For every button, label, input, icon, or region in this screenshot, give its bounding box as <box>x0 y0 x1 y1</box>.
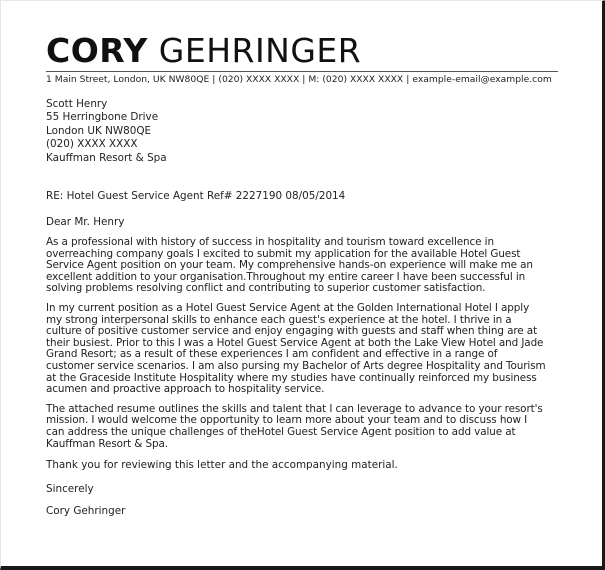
recipient-street: 55 Herringbone Drive <box>46 111 159 124</box>
recipient-company: Kauffman Resort & Spa <box>46 151 167 164</box>
paragraph-line: Kauffman Resort & Spa. <box>46 437 168 450</box>
paragraph-line: their busiest. Prior to this I was a Hotel Guest Service Agent at both the Lake View Hotel and Jade <box>46 336 544 349</box>
cover-letter <box>46 31 558 518</box>
paragraph-line: Grand Resort; as a result of these experiences I am confident and effective in a range of <box>46 348 498 361</box>
salutation: Dear Mr. Henry <box>46 216 125 229</box>
recipient-city: London UK NW80QE <box>46 124 152 137</box>
body-paragraph-2 <box>46 303 558 396</box>
paragraph-line: mission. I would welcome the opportunity to learn more about your team and to discuss how I <box>46 414 528 427</box>
paragraph-line: acumen and proactive approach to hospitality service. <box>46 383 325 396</box>
paragraph-line: As a professional with history of success in hospitality and tourism toward excellence in <box>46 236 494 249</box>
paragraph-line: solving problems resolving conflict and contributing to superior customer satisfaction. <box>46 282 486 295</box>
paragraph-line: culture of positive customer service and enjoy engaging with guests and staff when thing are at <box>46 325 538 338</box>
paragraph-line: customer service scenarios. I am also pursing my Bachelor of Arts degree Hospitality and Tourism <box>46 359 546 372</box>
contact-mobile: M: (020) XXXX XXXX <box>308 74 404 85</box>
recipient-phone: (020) XXXX XXXX <box>46 138 138 151</box>
contact-separator: | <box>212 74 216 85</box>
closing-line: Thank you for reviewing this letter and the accompanying material. <box>46 459 398 472</box>
paragraph-line: at the Graceside Institute Hospitality where my studies have continually reinforced my business <box>46 371 537 384</box>
reference-line: RE: Hotel Guest Service Agent Ref# 2227190 08/05/2014 <box>46 190 346 203</box>
contact-phone: (020) XXXX XXXX <box>218 74 300 85</box>
sign-off: Sincerely <box>46 483 94 496</box>
paragraph-line: my strong interpersonal skills to enhance each guest's experience at the hotel. I thrive in a <box>46 313 512 326</box>
paragraph-line: can address the unique challenges of theHotel Guest Service Agent position to add value at <box>46 425 516 438</box>
body-paragraph-1 <box>46 237 558 295</box>
paragraph-line: The attached resume outlines the skills and talent that I can leverage to advance to your resort's <box>46 402 543 415</box>
contact-line <box>46 71 558 86</box>
sender-name <box>46 31 558 71</box>
signature-name: Cory Gehringer <box>46 505 126 518</box>
sender-first-name: CORY <box>46 31 148 70</box>
paragraph-line: In my current position as a Hotel Guest Service Agent at the Golden International Hotel I apply <box>46 302 530 314</box>
contact-email: example-email@example.com <box>412 74 552 85</box>
contact-separator: | <box>406 74 410 85</box>
recipient-block <box>46 98 558 165</box>
sender-last-name: GEHRINGER <box>158 31 362 70</box>
paragraph-line: Service Agent position on your team. My comprehensive hands-on experience will make me an <box>46 259 533 272</box>
paragraph-line: excellent addition to your organisation.Throughout my entire career I have been successful in <box>46 270 526 283</box>
contact-separator: | <box>302 74 306 85</box>
paragraph-line: overreaching company goals I excited to submit my application for the available Hotel Guest <box>46 247 521 260</box>
body-paragraph-3 <box>46 404 558 450</box>
recipient-name: Scott Henry <box>46 98 108 110</box>
contact-address: 1 Main Street, London, UK NW80QE <box>46 74 210 85</box>
